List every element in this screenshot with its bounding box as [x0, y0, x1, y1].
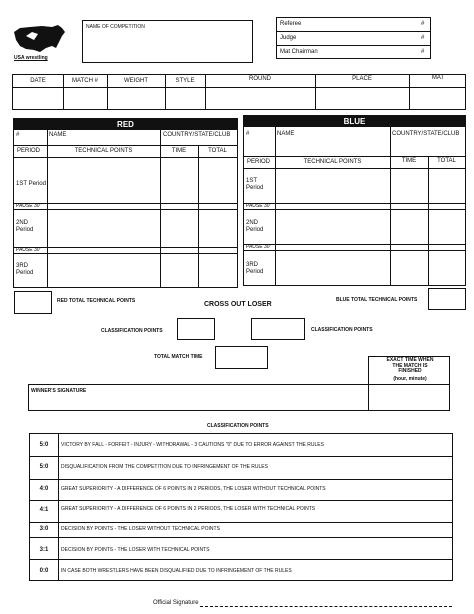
- blue-period-1: 1ST Period: [246, 178, 264, 191]
- red-tech-header: TECHNICAL POINTS: [74, 148, 133, 154]
- judge-number[interactable]: #: [421, 35, 425, 41]
- weight-header: WEIGHT: [124, 78, 148, 84]
- match-number-header: MATCH #: [72, 78, 98, 84]
- blue-number-label: #: [246, 131, 250, 137]
- round-header: ROUND: [249, 76, 271, 82]
- red-pause-2: PAUSE 30": [16, 247, 42, 253]
- official-signature-label: Official Signature: [153, 600, 199, 606]
- class-desc: GREAT SUPERIORITY - A DIFFERENCE OF 6 POINTS IN 2 PERIODS, THE LOSER WITHOUT TECHNICAL POINTS: [61, 486, 326, 492]
- total-match-time-label: TOTAL MATCH TIME: [154, 354, 203, 360]
- red-pause-1: PAUSE 30": [16, 203, 42, 209]
- blue-period-2: 2ND Period: [246, 220, 264, 233]
- red-period-3: 3RD Period: [16, 263, 34, 276]
- blue-classification-box[interactable]: [251, 318, 305, 340]
- class-desc: VICTORY BY FALL - FORFEIT - INJURY - WITHDRAWAL - 3 CAUTIONS "0" DUE TO ERROR AGAINST THE RULES: [61, 442, 324, 448]
- class-desc: GREAT SUPERIORITY - A DIFFERENCE OF 6 POINTS IN 2 PERIODS, THE LOSER WITH TECHNICAL POINTS: [61, 506, 316, 512]
- exact-time-label: EXACT TIME WHEN THE MATCH IS FINISHED: [386, 357, 434, 374]
- mat-chairman-label: Mat Chairman: [280, 49, 318, 55]
- official-signature-line[interactable]: [200, 606, 452, 607]
- mat-header: MAT: [431, 75, 445, 81]
- red-total-label: RED TOTAL TECHNICAL POINTS: [57, 298, 136, 304]
- red-name-label: NAME: [49, 132, 67, 138]
- class-score: 4:0: [39, 486, 49, 492]
- red-number-label: #: [16, 132, 20, 138]
- mat-chairman-number[interactable]: #: [421, 49, 425, 55]
- match-info-table: [12, 74, 466, 110]
- date-header: DATE: [30, 78, 46, 84]
- blue-total-header: TOTAL: [437, 158, 456, 164]
- winner-signature-box[interactable]: [28, 384, 369, 411]
- class-score: 3:1: [39, 547, 49, 553]
- class-score: 5:0: [39, 464, 49, 470]
- red-period-2: 2ND Period: [16, 220, 34, 233]
- usa-wrestling-logo: [12, 22, 67, 64]
- competition-name-label: NAME OF COMPETITION: [86, 24, 145, 30]
- exact-time-box[interactable]: [368, 356, 450, 411]
- red-title: RED: [14, 119, 237, 130]
- class-score: 4:1: [39, 507, 49, 513]
- total-match-time-box[interactable]: [215, 346, 268, 369]
- class-desc: DECISION BY POINTS - THE LOSER WITH TECHNICAL POINTS: [61, 547, 210, 553]
- class-score: 0:0: [39, 568, 49, 574]
- winner-signature-label: WINNER'S SIGNATURE: [31, 388, 87, 394]
- blue-time-header: TIME: [401, 158, 417, 164]
- class-desc: IN CASE BOTH WRESTLERS HAVE BEEN DISQUALIFIED DUE TO INFRINGEMENT OF THE RULES: [61, 568, 292, 574]
- class-desc: DISQUALIFICATION FROM THE COMPETITION DUE TO INFRINGEMENT OF THE RULES: [61, 464, 268, 470]
- place-header: PLACE: [352, 76, 372, 82]
- usa-map-icon: [12, 22, 67, 56]
- blue-pause-1: PAUSE 30": [246, 203, 272, 209]
- class-score: 3:0: [39, 526, 49, 532]
- red-time-header: TIME: [171, 148, 187, 154]
- blue-name-label: NAME: [277, 131, 295, 137]
- classification-title: CLASSIFICATION POINTS: [207, 423, 269, 429]
- blue-period-3: 3RD Period: [246, 262, 264, 275]
- red-club-label: COUNTRY/STATE/CLUB: [163, 132, 231, 138]
- blue-club-label: COUNTRY/STATE/CLUB: [392, 131, 460, 137]
- red-period-header: PERIOD: [17, 148, 41, 154]
- blue-classification-label: CLASSIFICATION POINTS: [311, 327, 373, 333]
- logo-text: USA wrestling: [14, 55, 48, 61]
- blue-total-box[interactable]: [428, 288, 466, 310]
- officials-box: [276, 17, 431, 59]
- blue-score-table: [243, 115, 466, 286]
- hour-minute-label: (hour, minute): [393, 376, 427, 382]
- referee-label: Referee: [280, 21, 302, 27]
- referee-number[interactable]: #: [421, 21, 425, 27]
- red-period-1: 1ST Period: [16, 181, 46, 187]
- blue-pause-2: PAUSE 30": [246, 244, 272, 250]
- blue-tech-header: TECHNICAL POINTS: [303, 159, 362, 165]
- red-classification-box[interactable]: [177, 318, 215, 340]
- red-classification-label: CLASSIFICATION POINTS: [101, 328, 163, 334]
- class-desc: DECISION BY POINTS - THE LOSER WITHOUT TECHNICAL POINTS: [61, 526, 220, 532]
- style-header: STYLE: [175, 78, 195, 84]
- blue-total-label: BLUE TOTAL TECHNICAL POINTS: [336, 297, 418, 303]
- competition-name-box[interactable]: [82, 20, 253, 63]
- judge-label: Judge: [280, 35, 297, 41]
- classification-table: [29, 433, 453, 581]
- class-score: 5:0: [39, 442, 49, 448]
- red-total-header: TOTAL: [208, 148, 227, 154]
- red-score-table: [13, 118, 238, 288]
- cross-out-loser: CROSS OUT LOSER: [204, 301, 272, 308]
- blue-period-header: PERIOD: [247, 159, 271, 165]
- red-total-box[interactable]: [14, 291, 52, 314]
- blue-title: BLUE: [244, 116, 465, 127]
